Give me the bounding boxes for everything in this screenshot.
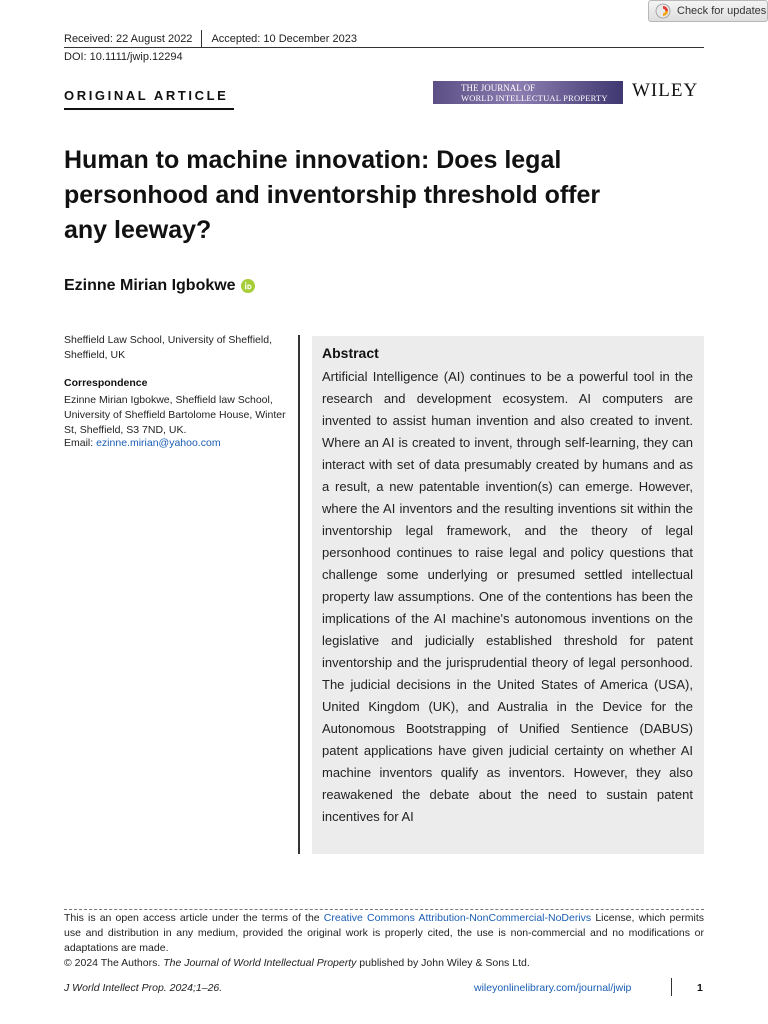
correspondence-email [64,437,221,449]
check-for-updates-button[interactable] [648,0,768,22]
orcid-icon[interactable] [241,279,255,293]
footer-separator [671,978,672,996]
author-affiliation: Sheffield Law School, University of Sheffield, Sheffield, UK [64,334,272,361]
copyright-line [64,957,530,969]
accepted-date: Accepted: 10 December 2023 [211,33,357,45]
journal-citation: J World Intellect Prop. 2024;1–26. [64,982,223,994]
journal-logo-banner [433,81,623,104]
article-type-underline [64,108,234,110]
oa-prefix: This is an open access article under the terms of the [64,912,324,924]
column-divider [298,335,300,854]
journal-name-line2: WORLD INTELLECTUAL PROPERTY [461,93,608,103]
received-date: Received: 22 August 2022 [64,33,193,45]
update-badge-icon [655,3,671,19]
email-link[interactable]: ezinne.mirian@yahoo.com [96,437,221,449]
footnote-rule [64,909,704,910]
copyright-prefix: © 2024 The Authors. [64,957,164,969]
author-line [64,277,255,295]
abstract-heading: Abstract [322,345,379,361]
author-name: Ezinne Mirian Igbokwe [64,277,236,294]
article-type: ORIGINAL ARTICLE [64,88,229,103]
page-number: 1 [697,982,703,994]
date-separator [201,30,202,48]
doi: DOI: 10.1111/jwip.12294 [64,51,183,63]
copyright-journal: The Journal of World Intellectual Property [163,957,357,969]
copyright-suffix: published by John Wiley & Sons Ltd. [356,957,530,969]
email-label: Email: [64,437,97,449]
abstract-text: Artificial Intelligence (AI) continues to be a powerful tool in the research and development ecosystem. AI computers are invented to assist human invention and also created to invent. Where an AI is created to invent, through self-learning, they can interact with set of data presumably created by humans and as a result, a new patentable invention(s) can emerge. However, where the AI inventors and the resulting inventions sit within the inventorship legal framework, and the theory of legal personhood continues to raise legal and policy questions that challenge some underlying or presumed settled intellectual property law assumptions. One of the contentions has been the implications of the AI machine's autonomous inventions on the legislative and judicially established threshold for patent inventorship and the jurisprudential theory of legal personhood. The judicial decisions in the United States of America (USA), United Kingdom (UK), and Australia in the Device for the Autonomous Bootstrapping of Unified Sentience (DABUS) patent applications have given judicial certainty on whether AI machine inventors qualify as inventors. However, they also reawakened the debate about the need to sustain patent incentives for AI [322,369,693,824]
journal-name-line1: THE JOURNAL OF [461,83,536,93]
open-access-note [64,911,704,956]
correspondence-address: Ezinne Mirian Igbokwe, Sheffield law School, University of Sheffield Bartolome House, Winter St, Sheffield, S3 7ND, UK. [64,394,286,436]
header-rule [64,47,704,48]
article-title: Human to machine innovation: Does legal personhood and inventorship threshold offer any leeway? [64,146,601,244]
correspondence-heading: Correspondence [64,377,148,389]
submission-dates [64,30,357,48]
license-link[interactable]: Creative Commons Attribution-NonCommercial-NoDerivs [323,912,592,924]
publisher-logo: WILEY [632,80,699,101]
check-for-updates-label: Check for updates [677,5,767,17]
oa-suffix: License, which permits use and distribution in any medium, provided the original work is properly cited, the use is non-commercial and no modifications or adaptations are made. [64,912,704,954]
journal-url-link[interactable]: wileyonlinelibrary.com/journal/jwip [474,982,632,994]
